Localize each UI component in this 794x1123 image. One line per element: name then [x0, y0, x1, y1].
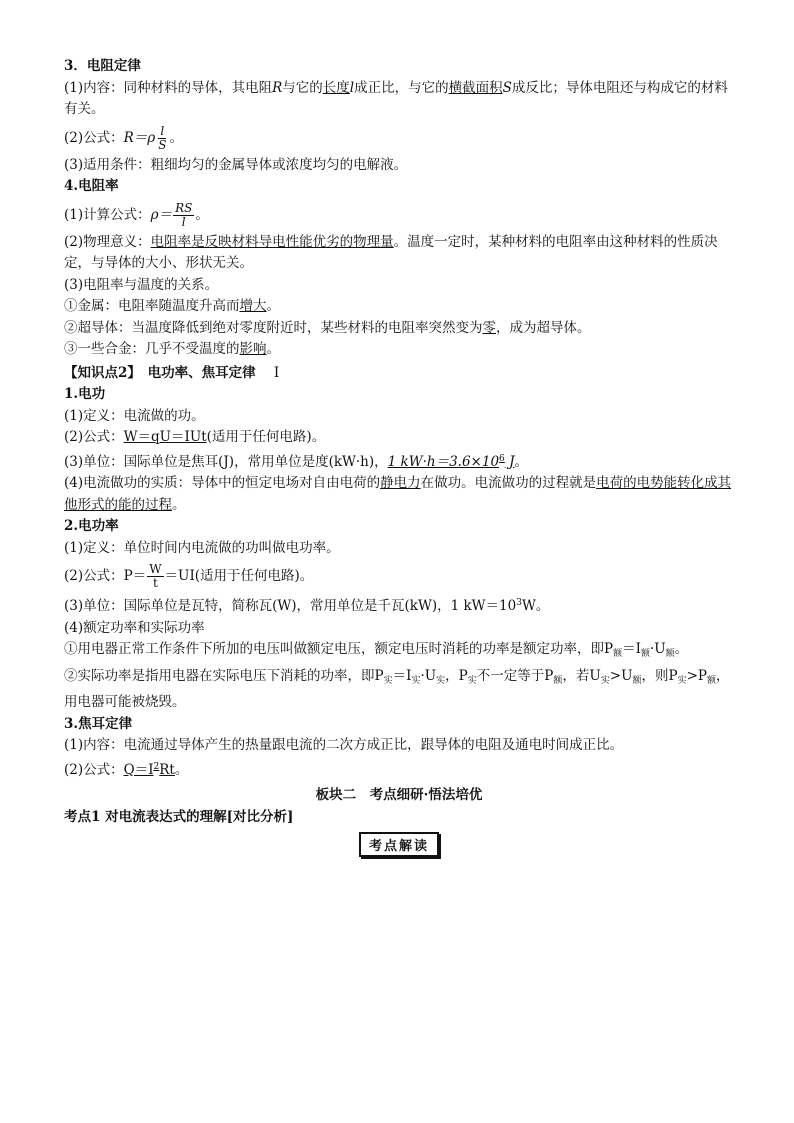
fraction-w-over-t: $\frac{W}{t}$ [149, 562, 162, 590]
resistivity-metal: ①金属：电阻率随温度升高而增大。 [64, 298, 280, 314]
rated-power-title: (4)额定功率和实际功率 [64, 619, 205, 636]
resistivity-meaning: (2)物理意义：电阻率是反映材料导电性能优劣的物理量。温度一定时，某种材料的电阻率由这种材料的性质决定，与导体的大小、形状无关。 [64, 233, 718, 271]
resistivity-alloy: ③一些合金：几乎不受温度的影响。 [64, 341, 280, 357]
section-title-joule-law: 3.焦耳定律 [64, 715, 133, 732]
joule-law-content: (1)内容：电流通过导体产生的热量跟电流的二次方成正比，跟导体的电阻及通电时间成正比。 [64, 737, 624, 753]
electric-power-formula: (2)公式：P＝ $\frac{W}{t}$ ＝UI(适用于任何电路)。 [64, 562, 314, 590]
block-two-heading: 板块二 考点细研·悟法培优 [315, 787, 483, 803]
fraction-l-over-s: $\frac{l}{S}$ [158, 123, 167, 152]
section-title-electric-power: 2.电功率 [64, 518, 119, 534]
resistivity-formula: (1)计算公式：ρ＝ $\frac{RS}{l}$ 。 [64, 200, 209, 229]
section-title-resistivity: 4.电阻率 [64, 178, 119, 194]
fraction-rs-over-l: $\frac{RS}{l}$ [175, 200, 193, 229]
exam-point-badge-wrap [64, 828, 734, 857]
electric-power-unit: (3)单位：国际单位是瓦特，简称瓦(W)，常用单位是千瓦(kW)，1 $kW=10^3W$。 [64, 598, 550, 614]
exam-point-1-heading: 考点1 对电流表达式的理解[对比分析] [64, 808, 294, 825]
exam-point-interpretation-badge: 考点解读 [359, 832, 439, 857]
joule-law-formula: (2)公式：$Q=I^2Rt$。 [64, 761, 189, 778]
electric-work-definition: (1)定义：电流做的功。 [64, 407, 205, 424]
electric-work-essence: (4)电流做功的实质：导体中的恒定电场对自由电荷的静电力在做功。电流做功的过程就是电荷的电势能转化成其他形式的能的过程。 [64, 475, 732, 513]
section-title-resistance-law: 3．电阻定律 [64, 58, 141, 74]
resistance-conditions: (3)适用条件：粗细均匀的金属导体或浓度均匀的电解液。 [64, 156, 408, 173]
resistivity-temp-title: (3)电阻率与温度的关系。 [64, 276, 219, 293]
electric-power-definition: (1)定义：单位时间内电流做的功叫做电功率。 [64, 539, 340, 556]
document-page [64, 56, 734, 857]
resistance-law-content: (1)内容：同种材料的导体，其电阻R与它的长度l成正比，与它的横截面积S成反比；导体电阻还与构成它的材料有关。 [64, 79, 728, 117]
knowledge-point-2-heading: 【知识点2】 电功率、焦耳定律 Ⅰ [64, 364, 280, 381]
electric-work-formula: (2)公式：W＝qU＝IUt(适用于任何电路)。 [64, 429, 326, 445]
resistivity-superconductor: ②超导体：当温度降低到绝对零度附近时，某些材料的电阻率突然变为零，成为超导体。 [64, 319, 591, 336]
resistance-formula: (2)公式：R＝ρ $\frac{l}{S}$ 。 [64, 123, 183, 152]
electric-work-unit: (3)单位：国际单位是焦耳(J)，常用单位是度(kW·h)，1 $kW\cdot h=3.6\times 10^6$ J。 [64, 453, 528, 470]
rated-power-description: ①用电器正常工作条件下所加的电压叫做额定电压，额定电压时消耗的功率是额定功率，即$P_额=I_额\cdot U_额$。 [64, 641, 689, 659]
actual-power-description: ②实际功率是指用电器在实际电压下消耗的功率，即$P_实=I_实\cdot U_实$，$P_实$不一定等于$P_额$，若$U_实>U_额$，则$P_实>P_额$，用电器可能被烧毁。 [64, 667, 730, 710]
section-title-electric-work: 1.电功 [64, 386, 106, 402]
